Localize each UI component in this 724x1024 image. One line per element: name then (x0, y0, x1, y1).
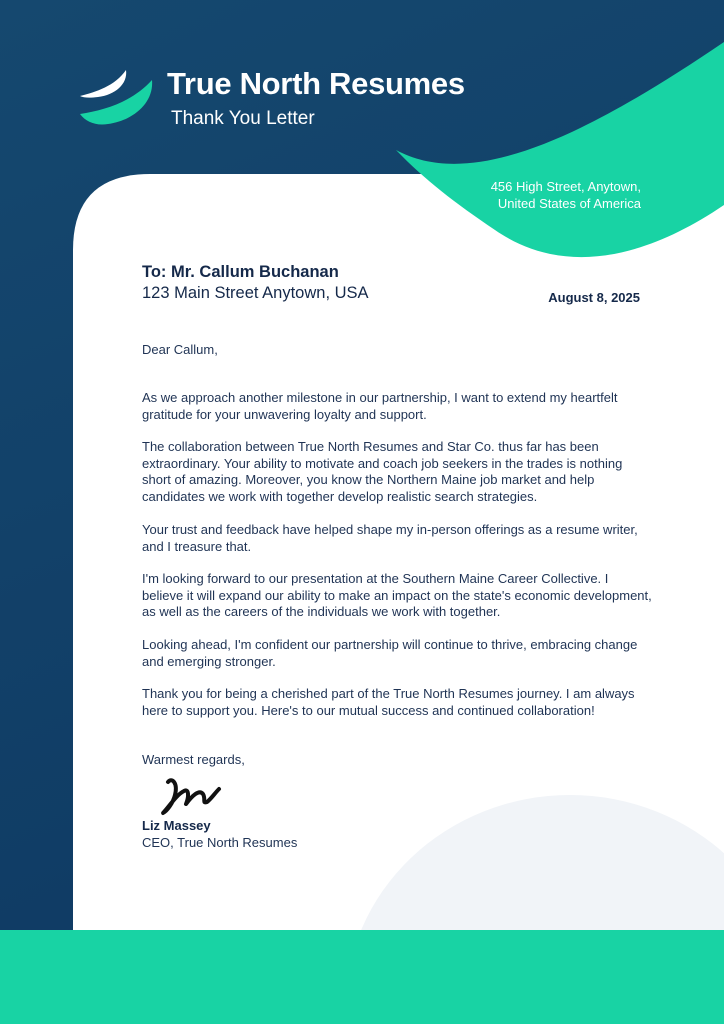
body-paragraph: I'm looking forward to our presentation at the Southern Maine Career Collective. I believe it will expand our ability to make an impact on the state's economic development, as well as the careers of the individuals we work with together. (142, 571, 652, 619)
body-paragraph: The collaboration between True North Resumes and Star Co. thus far has been extraordinary. Your ability to motivate and coach job seekers in the trades is nothing short of amazing. Moreover, you know the Northern Maine job market and help candidates we work with together develop realistic search strategies. (142, 439, 623, 504)
signer-title: CEO, True North Resumes (142, 835, 298, 850)
body-paragraph: Thank you for being a cherished part of the True North Resumes journey. I am always here to support you. Here's to our mutual success and continued collaboration! (142, 686, 635, 718)
teal-footer-band (0, 930, 724, 1024)
body-paragraph: Your trust and feedback have helped shape my in-person offerings as a resume writer, and I treasure that. (142, 522, 638, 554)
brand-name: True North Resumes (167, 66, 465, 101)
recipient-name: To: Mr. Callum Buchanan (142, 263, 339, 281)
closing: Warmest regards, (142, 752, 245, 767)
body-paragraph: Looking ahead, I'm confident our partnership will continue to thrive, embracing change and emerging stronger. (142, 637, 638, 669)
sender-address-line-2: United States of America (497, 196, 641, 211)
document-subtitle: Thank You Letter (171, 108, 315, 129)
sender-address (491, 178, 641, 212)
body-paragraph: As we approach another milestone in our partnership, I want to extend my heartfelt gratitude for your unwavering loyalty and support. (142, 390, 618, 422)
letter-date: August 8, 2025 (548, 290, 640, 305)
recipient-address: 123 Main Street Anytown, USA (142, 284, 369, 302)
signer-name: Liz Massey (142, 818, 211, 833)
handwritten-signature (158, 775, 222, 817)
sender-address-line-1: 456 High Street, Anytown, (490, 179, 641, 194)
salutation: Dear Callum, (142, 342, 218, 357)
